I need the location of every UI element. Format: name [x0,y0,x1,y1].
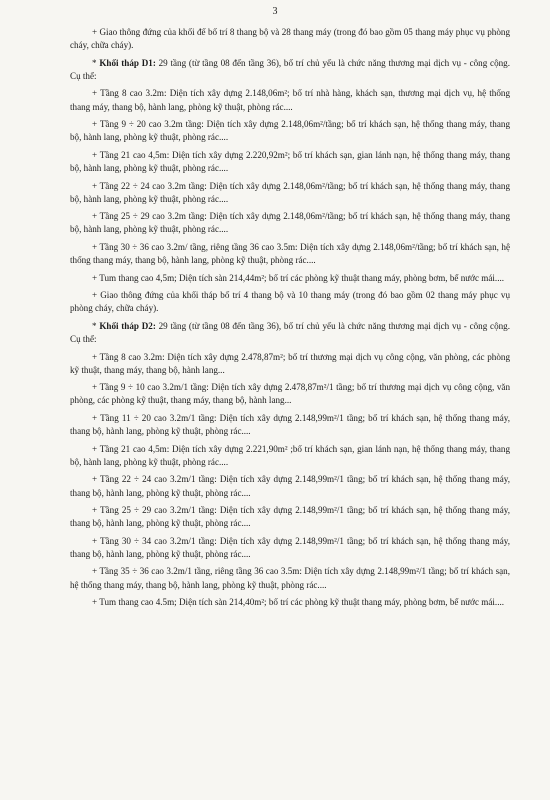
paragraph-text: + Tầng 11 ÷ 20 cao 3.2m/1 tầng: Diện tích xây dựng 2.148,99m²/1 tầng; bố trí khách sạn, hệ thống thang máy, thang bộ, hành lang, phòng kỹ thuật, phòng rác.... [70,412,510,437]
paragraph-text: + Tầng 30 ÷ 36 cao 3.2m/ tầng, riêng tầng 36 cao 3.5m: Diện tích xây dựng 2.148,06m²/tầng; bố trí khách sạn, hệ thống thang máy, thang bộ, hành lang, phòng kỹ thuật, phòng rác.... [70,241,510,266]
page-number: 3 [272,6,278,17]
paragraph-text: 29 tầng (từ tầng 08 đến tầng 36), bố trí chủ yếu là chức năng thương mại dịch vụ - công cộng. Cụ thể: [70,320,510,345]
body-paragraph [70,149,510,175]
body-paragraph [70,241,510,267]
body-paragraph [70,565,510,591]
body-paragraph [70,535,510,561]
bullet-prefix: * [92,320,100,331]
section-title: Khối tháp D2: [99,320,156,331]
section-heading-paragraph [70,57,510,83]
bullet-prefix: * [92,57,100,68]
paragraph-text: + Tầng 22 ÷ 24 cao 3.2m tầng: Diện tích xây dựng 2.148,06m²/tầng; bố trí khách sạn, hệ thống thang máy, thang bộ, hành lang, phòng kỹ thuật, phòng rác.... [70,180,510,204]
body-paragraph [70,87,510,113]
paragraph-text: + Tầng 21 cao 4,5m: Diện tích xây dựng 2.220,92m²; bố trí khách sạn, gian lánh nạn, hệ thống thang máy, thang bộ, hành lang, phòng kỹ thuật, phòng rác.... [70,149,510,174]
paragraph-text: + Tầng 25 ÷ 29 cao 3.2m tầng: Diện tích xây dựng 2.148,06m²/tầng; bố trí khách sạn, hệ thống thang máy, thang bộ, hành lang, phòng kỹ thuật, phòng rác.... [70,211,510,235]
body-paragraph [70,272,510,285]
paragraph-text: 29 tầng (từ tầng 08 đến tầng 36), bố trí chủ yếu là chức năng thương mại dịch vụ - công cộng. Cụ thể: [70,57,510,81]
paragraph-text: + Giao thông đứng của khối tháp bố trí 4 thang bộ và 10 thang máy (trong đó bao gồm 02 thang máy phục vụ phòng cháy, chữa cháy). [70,290,510,314]
body-paragraph [70,473,510,499]
paragraph-text: + Tầng 9 ÷ 10 cao 3.2m/1 tầng: Diện tích xây dựng 2.478,87m²/1 tầng; bố trí thương mại dịch vụ công cộng, văn phòng, các phòng kỹ thuật, thang máy, thang bộ, hành lang... [70,382,510,406]
body-paragraph [70,26,510,52]
section-title: Khối tháp D1: [99,57,156,68]
body-paragraph [70,443,510,469]
body-paragraph [70,596,510,609]
paragraph-text: + Tầng 21 cao 4,5m: Diện tích xây dựng 2.221,90m² ;bố trí khách sạn, gian lánh nạn, hệ thống thang máy, thang bộ, hành lang, phòng kỹ thuật, phòng rác.... [70,443,510,467]
section-heading-paragraph [70,320,510,346]
paragraph-text: + Tầng 22 ÷ 24 cao 3.2m/1 tầng: Diện tích xây dựng 2.148,99m²/1 tầng; bố trí khách sạn, hệ thống thang máy, thang bộ, hành lang, phòng kỹ thuật, phòng rác.... [70,474,510,498]
paragraph-text: + Tầng 8 cao 3.2m: Diện tích xây dựng 2.148,06m²; bố trí nhà hàng, khách sạn, thương mại dịch vụ, hệ thống thang máy, thang bộ, hành lang, phòng kỹ thuật, phòng rác.... [70,88,510,112]
body-paragraph [70,118,510,144]
body-paragraph [70,289,510,315]
document-body [70,26,510,614]
body-paragraph [70,180,510,206]
body-paragraph [70,381,510,407]
body-paragraph [70,504,510,530]
paragraph-text: + Giao thông đứng của khối đế bố trí 8 thang bộ và 28 thang máy (trong đó bao gồm 05 thang máy phục vụ phòng cháy, chữa cháy). [70,27,510,51]
paragraph-text: + Tum thang cao 4,5m; Diện tích sàn 214,44m²; bố trí các phòng kỹ thuật thang máy, phòng bơm, bể nước mái.... [92,272,505,283]
paragraph-text: + Tầng 30 ÷ 34 cao 3.2m/1 tầng: Diện tích xây dựng 2.148,99m²/1 tầng; bố trí khách sạn, hệ thống thang máy, thang bộ, hành lang, phòng kỹ thuật, phòng rác.... [70,535,510,559]
paragraph-text: + Tầng 8 cao 3.2m: Diện tích xây dựng 2.478,87m²; bố trí thương mại dịch vụ công cộng, văn phòng, các phòng kỹ thuật, thang máy, thang bộ, hành lang... [70,351,510,375]
body-paragraph [70,210,510,236]
paragraph-text: + Tầng 35 ÷ 36 cao 3.2m/1 tầng, riêng tầng 36 cao 3.5m: Diện tích xây dựng 2.148,99m²/1 tầng; bố trí khách sạn, hệ thống thang máy, thang bộ, hành lang, phòng kỹ thuật, phòng rác.... [70,566,510,590]
paragraph-text: + Tum thang cao 4.5m; Diện tích sàn 214,40m²; bố trí các phòng kỹ thuật thang máy, phòng bơm, bể nước mái.... [92,597,505,608]
body-paragraph [70,412,510,438]
paragraph-text: + Tầng 9 ÷ 20 cao 3.2m tầng: Diện tích xây dựng 2.148,06m²/tầng; bố trí khách sạn, hệ thống thang máy, thang bộ, hành lang, phòng kỹ thuật, phòng rác.... [70,119,510,143]
paragraph-text: + Tầng 25 ÷ 29 cao 3.2m/1 tầng: Diện tích xây dựng 2.148,99m²/1 tầng; bố trí khách sạn, hệ thống thang máy, thang bộ, hành lang, phòng kỹ thuật, phòng rác.... [70,505,510,529]
body-paragraph [70,351,510,377]
